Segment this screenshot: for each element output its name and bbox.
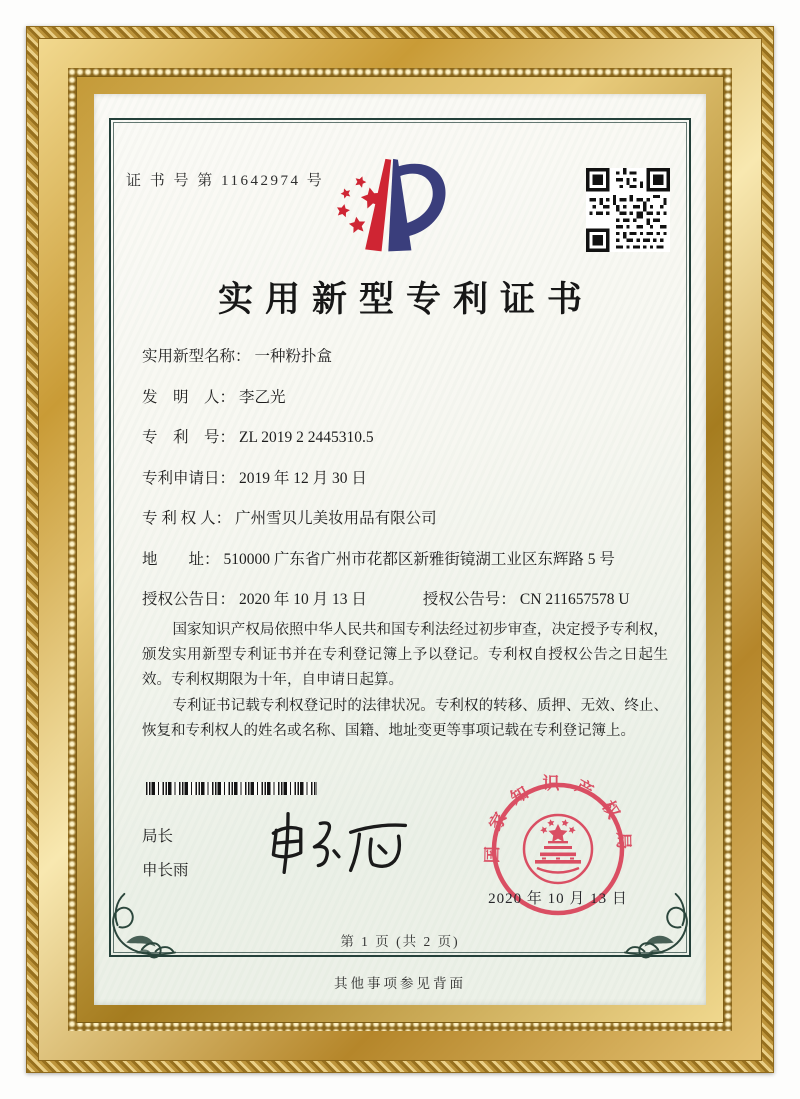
field-utility-model-name [142, 344, 670, 385]
cnipa-logo-icon [321, 154, 473, 260]
field-label: 发 明 人： [142, 388, 236, 406]
patent-fields [142, 344, 670, 628]
field-value: CN 211657578 U [519, 591, 630, 608]
certificate-number: 证 书 号 第 11642974 号 [126, 173, 325, 189]
field-value: 李乙光 [239, 388, 286, 406]
field-value: 510000 广东省广州市花都区新雅街镜湖工业区东辉路 5 号 [223, 550, 615, 568]
commissioner-block [142, 824, 189, 880]
barcode [146, 782, 317, 795]
legal-paragraph-2: 专利证书记载专利权登记时的法律状况。专利权的转移、质押、无效、终止、恢复和专利权人的姓名或名称、国籍、地址变更等事项记载在专利登记簿上。 [142, 697, 668, 739]
field-address [142, 547, 670, 588]
field-value: ZL 2019 2 2445310.5 [239, 429, 374, 446]
field-label: 实用新型名称： [142, 348, 251, 365]
qr-code [586, 168, 670, 252]
field-label: 地 址： [142, 550, 220, 568]
commissioner-role: 局长 [142, 828, 174, 845]
legal-text [142, 618, 668, 744]
certificate-paper [94, 94, 706, 1005]
field-patentee [142, 506, 670, 547]
page-number: 第 1 页 (共 2 页) [340, 934, 460, 949]
certificate-title: 实用新型专利证书 [217, 280, 594, 319]
field-inventor [142, 385, 670, 426]
commissioner-signature [254, 800, 414, 888]
field-label: 授权公告号： [422, 591, 516, 608]
field-value: 一种粉扑盒 [254, 348, 333, 365]
national-emblem-icon [524, 815, 592, 883]
svg-text:国家知识产权局 [483, 774, 633, 863]
field-label: 专 利 权 人： [142, 510, 232, 527]
field-label: 专 利 号： [142, 429, 236, 446]
field-label: 授权公告日： [142, 591, 236, 608]
commissioner-name: 申长雨 [142, 862, 189, 879]
field-value: 2020 年 10 月 13 日 [239, 591, 367, 608]
back-side-note: 其他事项参见背面 [334, 976, 466, 991]
field-filing-date [142, 466, 670, 507]
field-label: 专利申请日： [142, 469, 236, 487]
picture-frame [26, 26, 774, 1073]
field-value: 广州雪贝儿美妆用品有限公司 [235, 510, 437, 527]
field-patent-number [142, 425, 670, 466]
legal-paragraph-1: 国家知识产权局依照中华人民共和国专利法经过初步审查，决定授予专利权，颁发实用新型专利证书并在专利登记簿上予以登记。专利权自授权公告之日起生效。专利权期限为十年，自申请日起算。 [142, 622, 668, 689]
field-value: 2019 年 12 月 30 日 [239, 469, 367, 487]
field-grant-number [423, 587, 630, 609]
seal-agency-text: 国家知识产权局 [483, 774, 633, 864]
seal-date: 2020 年 10 月 13 日 [488, 891, 628, 907]
